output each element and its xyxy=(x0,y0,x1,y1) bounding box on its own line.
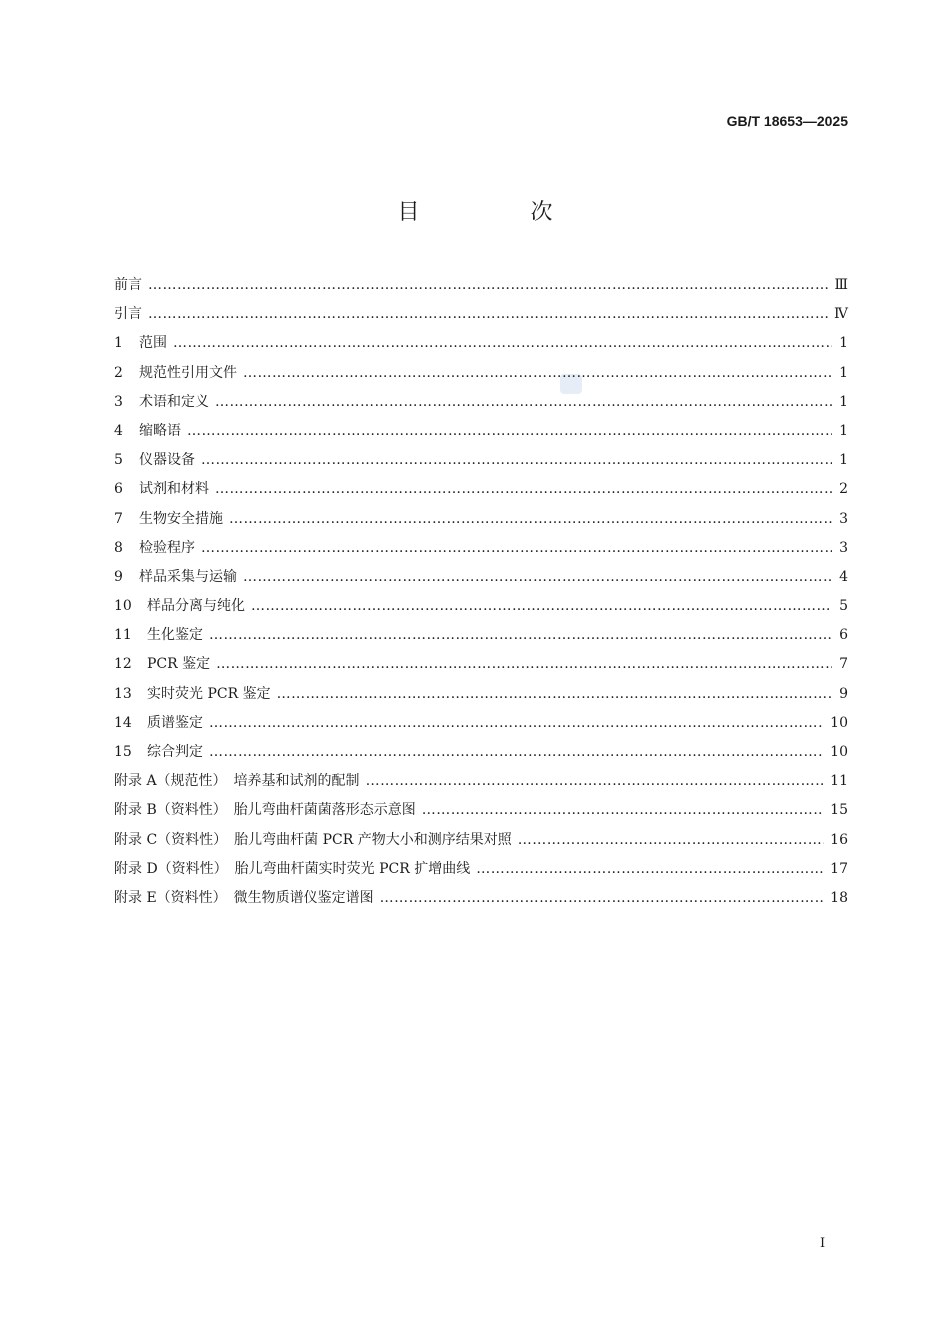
toc-entry-page: 10 xyxy=(830,714,848,731)
dot-leader xyxy=(201,452,832,468)
toc-entry-label: 附录 B（资料性） 胎儿弯曲杆菌菌落形态示意图 xyxy=(114,802,416,819)
toc-entry-label: 附录 D（资料性） 胎儿弯曲杆菌实时荧光 PCR 扩增曲线 xyxy=(114,860,471,877)
dot-leader xyxy=(201,540,832,556)
toc-entry-label: 样品分离与纯化 xyxy=(147,598,245,615)
toc-entry-page: 9 xyxy=(839,685,848,702)
toc-entry-page: 6 xyxy=(839,627,848,644)
toc-entry-number: 6 xyxy=(114,481,123,498)
dot-leader xyxy=(209,744,824,760)
toc-entry-number: 15 xyxy=(114,744,132,760)
toc-entry-page: 7 xyxy=(839,656,848,673)
toc-entry[interactable] xyxy=(114,537,848,566)
toc-entry-number: 1 xyxy=(114,335,123,352)
toc-entry-label: 范围 xyxy=(139,335,167,352)
toc-entry-number: 8 xyxy=(114,539,123,556)
toc-entry-number: 5 xyxy=(114,452,123,469)
toc-entry-label: 试剂和材料 xyxy=(139,481,209,498)
page-title: 目 次 xyxy=(397,200,605,225)
toc-entry[interactable] xyxy=(114,332,848,361)
toc-entry-label: 规范性引用文件 xyxy=(139,364,237,381)
toc-entry[interactable] xyxy=(114,712,848,741)
table-of-contents xyxy=(114,274,848,916)
toc-entry-page: 5 xyxy=(839,598,848,615)
toc-entry[interactable] xyxy=(114,595,848,624)
toc-entry-page: 1 xyxy=(839,364,848,381)
dot-leader xyxy=(229,511,832,527)
toc-entry-page: 10 xyxy=(830,744,848,760)
toc-entry-page: 1 xyxy=(839,335,848,352)
toc-entry-page: 1 xyxy=(839,393,848,410)
toc-entry-page: 3 xyxy=(839,539,848,556)
page-number: I xyxy=(820,1236,826,1251)
dot-leader xyxy=(215,394,832,410)
toc-entry-number: 2 xyxy=(114,364,123,381)
toc-entry-page: 11 xyxy=(830,773,848,790)
dot-leader xyxy=(148,277,828,293)
toc-entry-page: 2 xyxy=(839,481,848,498)
toc-entry-label: 引言 xyxy=(114,306,142,323)
toc-entry-number: 13 xyxy=(114,685,132,702)
toc-entry-number: 4 xyxy=(114,422,123,439)
toc-entry-number: 14 xyxy=(114,714,132,731)
toc-entry-label: 仪器设备 xyxy=(139,452,195,469)
toc-entry-number: 10 xyxy=(114,598,132,615)
toc-entry[interactable] xyxy=(114,858,848,887)
toc-entry-page: 3 xyxy=(839,510,848,527)
dot-leader xyxy=(422,802,824,818)
toc-entry[interactable] xyxy=(114,303,848,332)
toc-entry-number: 12 xyxy=(114,656,132,673)
toc-entry[interactable] xyxy=(114,362,848,391)
toc-entry[interactable] xyxy=(114,887,848,916)
toc-entry-label: 检验程序 xyxy=(139,539,195,556)
toc-entry[interactable] xyxy=(114,391,848,420)
toc-entry-page: Ⅲ xyxy=(834,277,848,293)
toc-entry-label: 术语和定义 xyxy=(139,393,209,410)
toc-entry-label: PCR 鉴定 xyxy=(147,656,211,673)
toc-entry-number: 7 xyxy=(114,510,123,527)
toc-entry[interactable] xyxy=(114,566,848,595)
toc-entry[interactable] xyxy=(114,274,848,303)
dot-leader xyxy=(187,423,832,439)
toc-entry-label: 前言 xyxy=(114,277,142,293)
toc-entry-page: 1 xyxy=(839,452,848,469)
dot-leader xyxy=(209,715,824,731)
toc-entry-page: 18 xyxy=(830,889,848,906)
toc-entry-label: 生物安全措施 xyxy=(139,510,223,527)
toc-entry[interactable] xyxy=(114,508,848,537)
standard-number: GB/T 18653—2025 xyxy=(726,113,848,129)
toc-entry-page: 15 xyxy=(830,802,848,819)
dot-leader xyxy=(518,832,824,848)
toc-entry[interactable] xyxy=(114,829,848,858)
toc-entry-label: 质谱鉴定 xyxy=(147,714,203,731)
dot-leader xyxy=(148,306,828,322)
dot-leader xyxy=(476,861,824,877)
toc-entry[interactable] xyxy=(114,683,848,712)
dot-leader xyxy=(366,773,825,789)
toc-entry-label: 生化鉴定 xyxy=(147,627,203,644)
toc-entry-label: 缩略语 xyxy=(139,422,181,439)
toc-entry-page: 1 xyxy=(839,422,848,439)
toc-entry[interactable] xyxy=(114,449,848,478)
toc-entry-label: 样品采集与运输 xyxy=(139,568,237,585)
dot-leader xyxy=(277,686,832,702)
dot-leader xyxy=(243,569,832,585)
toc-entry-page: Ⅳ xyxy=(834,306,848,323)
toc-entry[interactable] xyxy=(114,420,848,449)
toc-entry-number: 9 xyxy=(114,568,123,585)
toc-entry-label: 附录 A（规范性） 培养基和试剂的配制 xyxy=(114,773,360,790)
toc-entry-page: 4 xyxy=(839,568,848,585)
toc-entry[interactable] xyxy=(114,770,848,799)
toc-entry-number: 11 xyxy=(114,627,132,644)
dot-leader xyxy=(243,365,832,381)
toc-entry[interactable] xyxy=(114,624,848,653)
toc-entry[interactable] xyxy=(114,478,848,507)
toc-entry-page: 17 xyxy=(830,860,848,877)
toc-entry[interactable] xyxy=(114,799,848,828)
toc-entry-page: 16 xyxy=(830,831,848,848)
toc-entry-label: 附录 C（资料性） 胎儿弯曲杆菌 PCR 产物大小和测序结果对照 xyxy=(114,831,512,848)
toc-entry-label: 综合判定 xyxy=(147,744,203,760)
dot-leader xyxy=(209,627,832,643)
dot-leader xyxy=(215,481,832,497)
toc-entry-label: 附录 E（资料性） 微生物质谱仪鉴定谱图 xyxy=(114,889,374,906)
toc-entry-number: 3 xyxy=(114,393,123,410)
toc-entry[interactable] xyxy=(114,653,848,682)
dot-leader xyxy=(251,598,832,614)
toc-entry[interactable] xyxy=(114,741,848,770)
toc-entry-label: 实时荧光 PCR 鉴定 xyxy=(147,685,271,702)
dot-leader xyxy=(216,656,832,672)
dot-leader xyxy=(173,335,832,351)
dot-leader xyxy=(380,890,825,906)
